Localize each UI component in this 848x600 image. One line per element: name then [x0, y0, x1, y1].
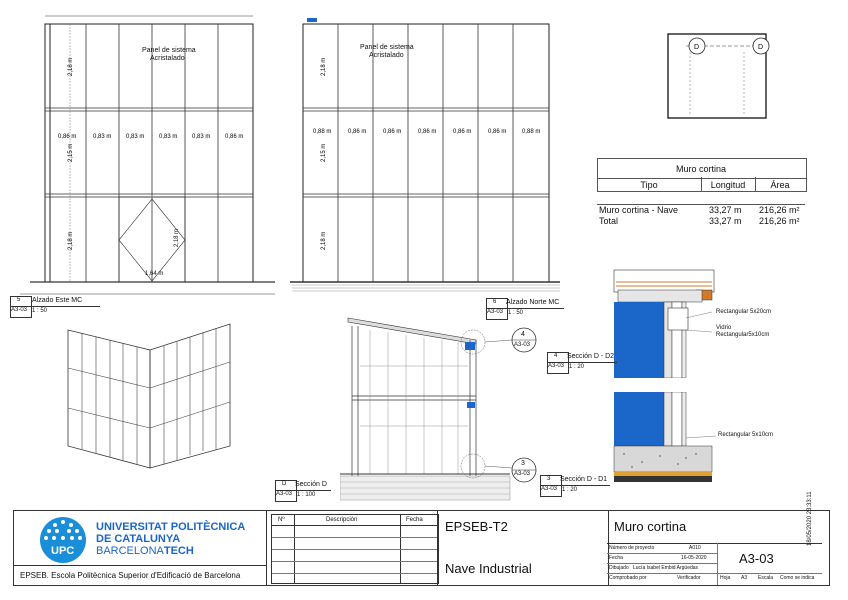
uni-name-3b: TECH — [163, 545, 194, 557]
rev-header-desc: Descripción — [326, 517, 358, 523]
east-door-width: 1,64 m — [145, 271, 164, 277]
side-timestamp: 18/05/2020 23:33:11 — [807, 491, 813, 546]
north-panel-label-1: Panel de sistema — [360, 44, 414, 51]
scale-value: Como se indica — [780, 575, 815, 581]
sheet-label: Hoja — [720, 575, 731, 581]
detail-d2-tag-scale: 1 : 20 — [569, 364, 585, 370]
detail-d2-tag-num: 4 — [554, 353, 558, 359]
east-dim-horizontal: 0,83 m — [192, 134, 211, 140]
key-plan-mark-2: D — [758, 44, 764, 51]
schedule-table — [597, 158, 806, 230]
east-dim-horizontal: 0,86 m — [58, 134, 77, 140]
date-value: 16-05-2020 — [681, 555, 707, 561]
rev-header-date: Fecha — [406, 517, 423, 523]
section-d — [340, 306, 540, 506]
school-name: EPSEB. Escola Politècnica Superior d'Edificació de Barcelona — [20, 571, 241, 580]
north-tag-sheet: A3-03 — [487, 309, 504, 315]
uni-name-3a: BARCELONA — [96, 545, 164, 557]
schedule-title: Muro cortina — [675, 164, 727, 174]
schedule-row-2-length: 33,27 m — [709, 216, 742, 226]
sheet-info — [607, 511, 822, 585]
title-block — [13, 510, 830, 586]
schedule-row-2-type: Total — [599, 216, 619, 226]
detail-d1-tag-title: Sección D - D1 — [560, 476, 608, 483]
view-tag-detail-d2 — [547, 352, 627, 374]
section-tag-num: D — [282, 481, 287, 487]
course-code: EPSEB-T2 — [445, 519, 508, 534]
east-door-height: 2,18 m — [174, 228, 181, 248]
section-bubble-1-num: 4 — [521, 331, 525, 338]
north-dim-vertical: 2,15 m — [321, 143, 327, 162]
east-tag-scale: 1 : 50 — [32, 308, 48, 314]
north-dim-horizontal: 0,86 m — [418, 129, 437, 135]
schedule-row-1-length: 33,27 m — [709, 205, 742, 215]
proj-num-label: Número de proyecto — [609, 545, 655, 551]
section-bubble-1-sheet: A3-03 — [514, 342, 531, 348]
detail-d1-tag-scale: 1 : 20 — [562, 487, 578, 493]
uni-name-3 — [96, 545, 194, 557]
axonometric-view — [60, 318, 240, 470]
north-tag-scale: 1 : 50 — [508, 310, 524, 316]
rev-header-num: Nº — [278, 517, 285, 523]
east-tag-sheet: A3-03 — [11, 307, 28, 313]
view-tag-detail-d1 — [540, 475, 620, 497]
north-dim-horizontal: 0,86 m — [453, 129, 472, 135]
schedule-header-area: Área — [770, 180, 790, 190]
date-label: Fecha — [609, 555, 623, 561]
drawn-value: Lucía Isabel Embid Argüedas — [633, 565, 699, 571]
upc-logo — [40, 517, 86, 563]
section-tag-sheet: A3-03 — [276, 491, 293, 497]
uni-name-2: DE CATALUNYA — [96, 533, 181, 545]
detail-d2-tag-sheet: A3-03 — [548, 363, 565, 369]
north-dim-horizontal: 0,86 m — [488, 129, 507, 135]
section-tag-scale: 1 : 100 — [297, 492, 316, 498]
east-dim-horizontal: 0,83 m — [159, 134, 178, 140]
east-dim-vertical: 2,15 m — [68, 143, 74, 162]
detail-d2 — [612, 268, 722, 378]
detail-d1-tag-num: 3 — [547, 476, 551, 482]
view-tag-section — [275, 480, 375, 502]
uni-name-1: UNIVERSITAT POLITÈCNICA — [96, 521, 246, 533]
logo-section — [14, 511, 267, 585]
east-dim-vertical: 2,18 m — [68, 57, 74, 76]
sheet-code: A3 — [741, 575, 748, 581]
key-plan-mark-1: D — [694, 44, 700, 51]
north-tag-title: Alzado Norte MC — [506, 299, 560, 306]
north-dim-horizontal: 0,86 m — [348, 129, 367, 135]
east-panel-label-1: Panel de sistema — [142, 47, 196, 54]
east-tag-num: 5 — [17, 297, 21, 303]
east-tag-title: Alzado Este MC — [32, 297, 83, 304]
east-panel-label-2: Acristalado — [150, 55, 185, 62]
revision-table — [271, 514, 439, 584]
detail-d2-label-1: Rectangular 5x20cm — [716, 309, 772, 315]
detail-d1-label-1: Rectangular 5x10cm — [718, 432, 774, 438]
schedule-header-type: Tipo — [640, 180, 658, 190]
svg-text:UPC: UPC — [51, 545, 75, 557]
schedule-header-length: Longitud — [710, 180, 746, 190]
north-dim-horizontal: 0,88 m — [522, 129, 541, 135]
elevation-north-dims — [313, 58, 540, 250]
schedule-row-1-area: 216,26 m² — [759, 205, 800, 215]
schedule-row-2-area: 216,26 m² — [759, 216, 800, 226]
detail-d2-tag-title: Sección D - D2 — [567, 353, 615, 360]
east-dim-vertical: 2,18 m — [68, 231, 74, 250]
scale-label: Escala — [758, 575, 774, 581]
section-tag-title: Sección D — [295, 481, 327, 488]
north-dim-vertical: 2,18 m — [321, 57, 327, 76]
project-name: Nave Industrial — [445, 561, 532, 576]
schedule-row-1-type: Muro cortina - Nave — [599, 205, 679, 215]
section-bubble-2-sheet: A3-03 — [514, 471, 531, 477]
key-plan — [660, 30, 780, 122]
checked-value: Verificador — [677, 575, 701, 581]
detail-d2-label-3: Rectangular5x10cm — [716, 332, 770, 338]
detail-d1 — [612, 392, 742, 492]
north-panel-label-2: Acristalado — [369, 52, 404, 59]
east-dim-horizontal: 0,83 m — [126, 134, 145, 140]
detail-d1-tag-sheet: A3-03 — [541, 486, 558, 492]
proj-num: A010 — [689, 545, 701, 551]
checked-label: Comprobado por — [609, 575, 647, 581]
east-dim-horizontal: 0,83 m — [93, 134, 112, 140]
north-dim-horizontal: 0,88 m — [313, 129, 332, 135]
sheet-title: Muro cortina — [614, 519, 687, 534]
detail-d2-label-2: Vidrio — [716, 325, 732, 331]
sheet-number: A3-03 — [739, 551, 774, 566]
north-dim-horizontal: 0,86 m — [383, 129, 402, 135]
north-tag-num: 6 — [493, 299, 497, 305]
section-bubble-2-num: 3 — [521, 460, 525, 467]
east-dim-horizontal: 0,86 m — [225, 134, 244, 140]
drawn-label: Dibujado — [609, 565, 629, 571]
north-dim-vertical: 2,18 m — [321, 231, 327, 250]
